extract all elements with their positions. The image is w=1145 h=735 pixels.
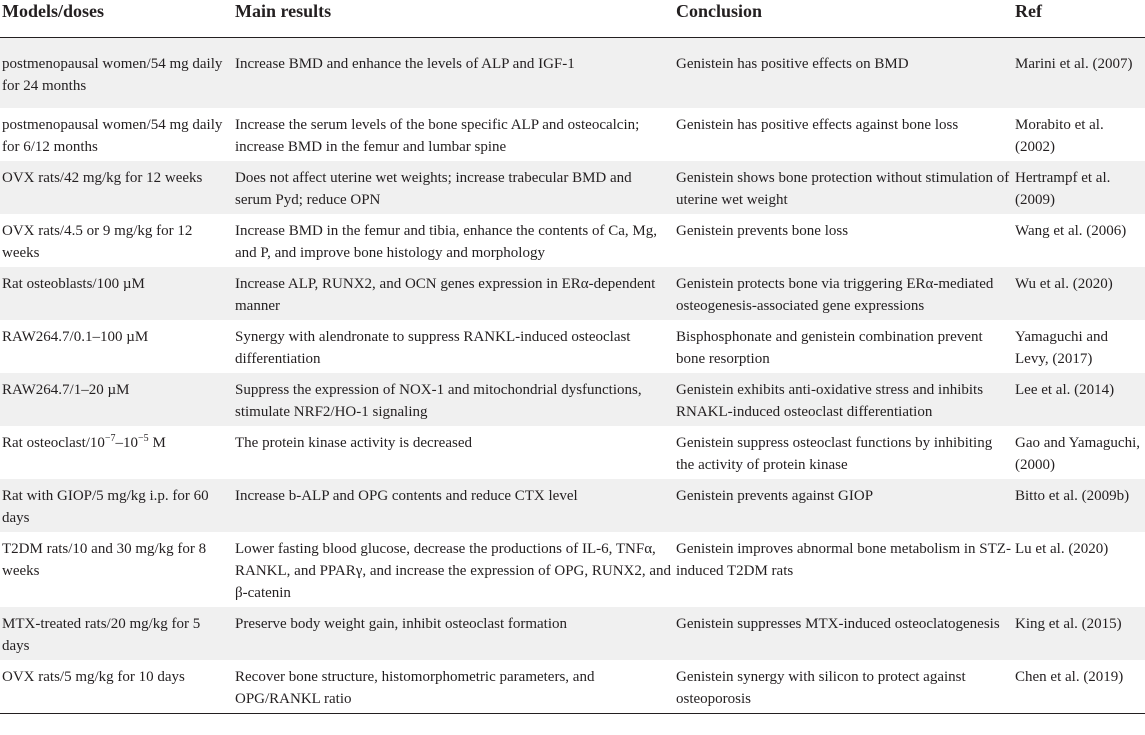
cell-conclusion: Genistein synergy with silicon to protect against osteoporosis xyxy=(676,669,966,707)
exponent: −7 xyxy=(104,433,116,444)
cell-conclusion: Genistein suppresses MTX-induced osteoclatogenesis xyxy=(676,607,1015,660)
cell-ref: Morabito et al. (2002) xyxy=(1015,117,1104,155)
cell-conclusion: Genistein improves abnormal bone metabolism in STZ-induced T2DM rats xyxy=(676,541,1011,579)
cell-models xyxy=(0,426,235,479)
table-row xyxy=(0,320,1145,373)
cell-results: Does not affect uterine wet weights; increase trabecular BMD and serum Pyd; reduce OPN xyxy=(235,161,676,214)
cell-conclusion: Genistein shows bone protection without stimulation of uterine wet weight xyxy=(676,161,1015,214)
cell-conclusion: Genistein suppress osteoclast functions by inhibiting the activity of protein kinase xyxy=(676,435,993,473)
cell-results: Increase BMD in the femur and tibia, enhance the contents of Ca, Mg, and P, and improve bone histology and morphology xyxy=(235,223,657,261)
cell-results: Increase BMD and enhance the levels of ALP and IGF-1 xyxy=(235,38,676,109)
cell-ref: Wang et al. (2006) xyxy=(1015,223,1127,239)
header-models: Models/doses xyxy=(0,0,235,38)
cell-conclusion: Genistein has positive effects against bone loss xyxy=(676,117,959,133)
header-conclusion: Conclusion xyxy=(676,0,1015,38)
cell-conclusion: Genistein protects bone via triggering ERα-mediated osteogenesis-associated gene expressions xyxy=(676,267,1015,320)
table-row xyxy=(0,267,1145,320)
table-row xyxy=(0,373,1145,426)
table-row xyxy=(0,426,1145,479)
cell-results: Increase b-ALP and OPG contents and reduce CTX level xyxy=(235,479,676,532)
cell-ref: Marini et al. (2007) xyxy=(1015,38,1145,109)
table-row xyxy=(0,108,1145,161)
header-main-results: Main results xyxy=(235,0,676,38)
cell-models: MTX-treated rats/20 mg/kg for 5 days xyxy=(0,607,235,660)
cell-conclusion: Genistein prevents bone loss xyxy=(676,223,849,239)
cell-models: OVX rats/5 mg/kg for 10 days xyxy=(2,669,185,685)
cell-conclusion: Genistein has positive effects on BMD xyxy=(676,38,1015,109)
cell-results: The protein kinase activity is decreased xyxy=(235,435,472,451)
cell-ref: Hertrampf et al. (2009) xyxy=(1015,161,1145,214)
cell-ref: Yamaguchi and Levy, (2017) xyxy=(1015,329,1109,367)
cell-results: Suppress the expression of NOX-1 and mitochondrial dysfunctions, stimulate NRF2/HO-1 signaling xyxy=(235,373,676,426)
models-suffix: M xyxy=(148,435,166,451)
cell-models: T2DM rats/10 and 30 mg/kg for 8 weeks xyxy=(2,541,207,579)
header-ref: Ref xyxy=(1015,0,1145,38)
cell-results: Preserve body weight gain, inhibit osteoclast formation xyxy=(235,607,676,660)
table-row xyxy=(0,38,1145,109)
cell-models: Rat osteoblasts/100 µM xyxy=(0,267,235,320)
cell-results: Synergy with alendronate to suppress RANKL-induced osteoclast differentiation xyxy=(235,329,631,367)
cell-models: OVX rats/42 mg/kg for 12 weeks xyxy=(0,161,235,214)
cell-results: Recover bone structure, histomorphometric parameters, and OPG/RANKL ratio xyxy=(235,669,595,707)
cell-models: OVX rats/4.5 or 9 mg/kg for 12 weeks xyxy=(2,223,193,261)
cell-conclusion: Genistein prevents against GIOP xyxy=(676,479,1015,532)
table-row xyxy=(0,161,1145,214)
table-row xyxy=(0,214,1145,267)
cell-ref: Gao and Yamaguchi, (2000) xyxy=(1015,435,1140,473)
cell-models: postmenopausal women/54 mg daily for 24 months xyxy=(0,38,235,109)
cell-models: Rat with GIOP/5 mg/kg i.p. for 60 days xyxy=(0,479,235,532)
header-row xyxy=(0,0,1145,38)
cell-models: RAW264.7/1–20 µM xyxy=(0,373,235,426)
cell-results: Lower fasting blood glucose, decrease the productions of IL-6, TNFα, RANKL, and PPARγ, and increase the expression of OPG, RUNX2, and β-catenin xyxy=(235,541,672,601)
cell-conclusion: Genistein exhibits anti-oxidative stress and inhibits RNAKL-induced osteoclast differentiation xyxy=(676,373,1015,426)
cell-ref: Bitto et al. (2009b) xyxy=(1015,479,1145,532)
exponent: −5 xyxy=(138,433,149,444)
cell-models: RAW264.7/0.1–100 µM xyxy=(2,329,149,345)
cell-models: postmenopausal women/54 mg daily for 6/12 months xyxy=(2,117,223,155)
cell-results: Increase ALP, RUNX2, and OCN genes expression in ERα-dependent manner xyxy=(235,267,676,320)
cell-results: Increase the serum levels of the bone specific ALP and osteocalcin; increase BMD in the femur and lumbar spine xyxy=(235,117,640,155)
table-row xyxy=(0,532,1145,607)
models-prefix: Rat osteoclast/10 xyxy=(2,435,105,451)
cell-ref: Lu et al. (2020) xyxy=(1015,541,1109,557)
table-row xyxy=(0,479,1145,532)
cell-ref: King et al. (2015) xyxy=(1015,607,1145,660)
table-row xyxy=(0,607,1145,660)
cell-ref: Lee et al. (2014) xyxy=(1015,373,1145,426)
table-row xyxy=(0,660,1145,714)
cell-ref: Chen et al. (2019) xyxy=(1015,669,1124,685)
cell-ref: Wu et al. (2020) xyxy=(1015,267,1145,320)
models-mid: –10 xyxy=(115,435,139,451)
cell-conclusion: Bisphosphonate and genistein combination prevent bone resorption xyxy=(676,329,983,367)
